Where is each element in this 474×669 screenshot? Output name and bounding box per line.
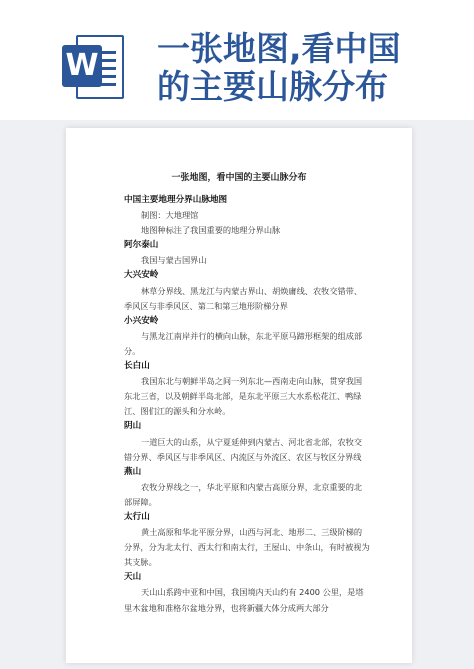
paragraph: 农牧分界线之一，华北平原和内蒙古高原分界，北京重要的北部屏障。 <box>124 481 363 507</box>
document-background <box>0 120 474 669</box>
word-letter-tile: W <box>62 45 102 87</box>
section-heading: 大兴安岭 <box>124 270 159 281</box>
section-heading: 燕山 <box>124 466 142 477</box>
paragraph: 林草分界线、黑龙江与内蒙古界山、胡焕庸线、农牧交错带、季风区与非季风区、第二和第三地形阶梯分界 <box>124 285 363 311</box>
section-heading: 小兴安岭 <box>124 315 159 326</box>
paragraph: 制图：大地理馆 <box>141 210 199 221</box>
paragraph: 一道巨大的山系，从宁夏延伸到内蒙古、河北省北部，农牧交错分界、季风区与非季风区、内流区与外流区、农区与牧区分界线 <box>124 436 363 462</box>
paragraph: 我国与蒙古国界山 <box>141 255 207 266</box>
banner <box>0 0 474 120</box>
document-body <box>124 193 370 616</box>
section-heading: 阴山 <box>124 421 142 432</box>
section-heading: 长白山 <box>124 361 150 372</box>
paragraph: 我国东北与朝鲜半岛之间一列东北—西南走向山脉，贯穿我国东北三省，以及朝鲜半岛北部，是东北平原三大水系松花江、鸭绿江、图们江的源头和分水岭。 <box>124 376 363 417</box>
paragraph: 天山山系跨中亚和中国，我国境内天山约有 2400 公里，是塔里木盆地和准格尔盆地分界，也将新疆大体分成两大部分 <box>124 587 364 613</box>
paragraph: 地图种标注了我国重要的地理分界山脉 <box>141 225 281 236</box>
section-heading: 天山 <box>124 572 142 583</box>
paragraph: 与黑龙江南岸并行的横向山脉，东北平原马蹄形框架的组成部分。 <box>124 330 363 356</box>
word-document-icon <box>62 33 126 101</box>
document-page <box>66 128 412 663</box>
banner-title-line2: 的主要山脉分布 <box>157 67 388 106</box>
section-heading: 中国主要地理分界山脉地图 <box>124 195 228 205</box>
banner-title-line1: 一张地图,看中国 <box>157 29 401 68</box>
paragraph: 黄土高原和华北平原分界，山西与河北、地形二、三级阶梯的分界，分为北太行、西太行和南太行，王屋山、中条山，有时被视为其支脉。 <box>124 527 370 568</box>
section-heading: 阿尔泰山 <box>124 240 159 251</box>
section-heading: 太行山 <box>124 511 150 522</box>
document-title: 一张地图，看中国的主要山脉分布 <box>171 173 307 183</box>
